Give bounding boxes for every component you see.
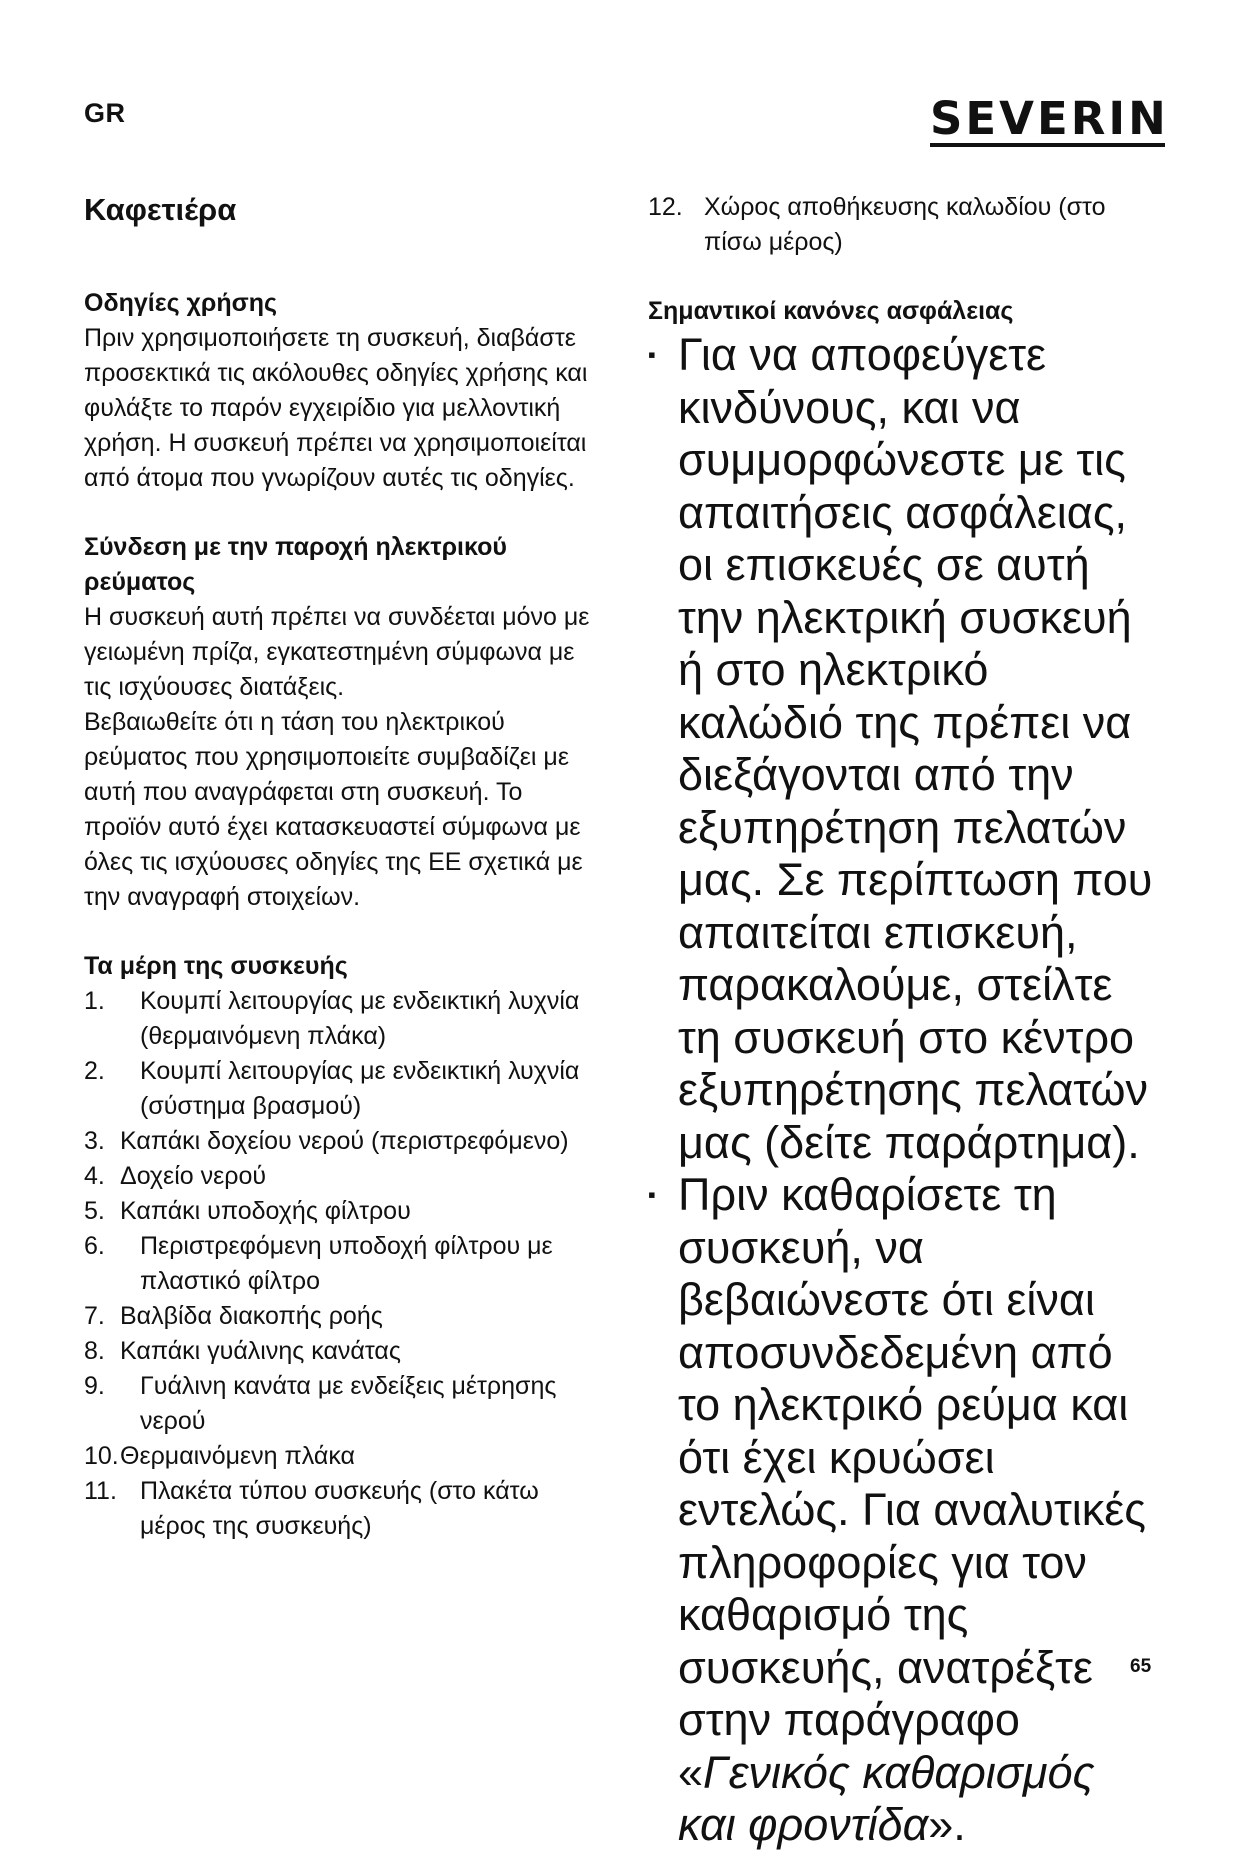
item-text: Βαλβίδα διακοπής ροής (120, 1302, 383, 1330)
item-text: Δοχείο νερού (120, 1162, 267, 1190)
item-text: Γυάλινη κανάτα με ενδείξεις μέτρησης νερού (140, 1372, 557, 1435)
parts-heading: Τα μέρη της συσκευής (84, 952, 348, 980)
list-item (84, 1159, 604, 1194)
item-text: Καπάκι υποδοχής φίλτρου (120, 1197, 411, 1225)
power-text-1: Η συσκευή αυτή πρέπει να συνδέεται μόνο με γειωμένη πρίζα, εγκατεστημένη σύμφωνα με τις ισχύουσες διατάξεις. (84, 603, 590, 701)
item-number: 9. (84, 1372, 105, 1400)
severin-logo: SEVERIN (930, 92, 1169, 145)
power-text-2: Βεβαιωθείτε ότι η τάση του ηλεκτρικού ρεύματος που χρησιμοποιείτε συμβαδίζει με αυτή που αναγράφεται στη συσκευή. Το προϊόν αυτό έχει κατασκευαστεί σύμφωνα με όλες τις ισχύουσες οδηγίες της ΕΕ σχετικά με την αναγραφή στοιχείων. (84, 708, 583, 911)
parts-list (84, 984, 604, 1544)
list-item (648, 190, 1163, 260)
list-item (84, 1229, 604, 1299)
item-number: 6. (84, 1232, 105, 1260)
safety-heading: Σημαντικοί κανόνες ασφάλειας (648, 297, 1014, 325)
list-item (84, 1439, 604, 1474)
safety-bullet-text: Για να αποφεύγετε κινδύνους, και να συμμορφώνεστε με τις απαιτήσεις ασφάλειας, οι επισκευές σε αυτή την ηλεκτρική συσκευή ή στο ηλεκτρικό καλώδιό της πρέπει να διεξάγονται από την εξυπηρέτηση πελατών μας. Σε περίπτωση που απαιτείται επισκευή, παρακαλούμε, στείλτε τη συσκευή στο κέντρο εξυπηρέτησης πελατών μας (δείτε παράρτημα). (678, 329, 1153, 1168)
right-column (648, 190, 1163, 1852)
page-title: Καφετιέρα (84, 192, 237, 227)
item-number: 11. (84, 1477, 117, 1505)
bullet-icon: ▪ (648, 342, 656, 367)
item-number: 2. (84, 1057, 105, 1085)
list-item (84, 1054, 604, 1124)
item-number: 3. (84, 1127, 105, 1155)
usage-heading: Οδηγίες χρήσης (84, 289, 278, 317)
list-item (84, 1124, 604, 1159)
item-number: 10. (84, 1442, 119, 1470)
safety-bullet-text-end: ». (928, 1799, 966, 1850)
list-item (84, 1369, 604, 1439)
parts-list-continued (648, 190, 1163, 260)
item-number: 7. (84, 1302, 105, 1330)
page-number: 65 (1130, 1656, 1152, 1677)
item-text: Κουμπί λειτουργίας με ενδεικτική λυχνία (θερμαινόμενη πλάκα) (140, 987, 580, 1050)
item-text: Περιστρεφόμενη υποδοχή φίλτρου με πλαστικό φίλτρο (140, 1232, 553, 1295)
language-code: GR (84, 98, 126, 128)
list-item (84, 1334, 604, 1369)
bullet-icon: ▪ (648, 1182, 656, 1207)
list-item (84, 984, 604, 1054)
item-text: Κουμπί λειτουργίας με ενδεικτική λυχνία (σύστημα βρασμού) (140, 1057, 580, 1120)
left-column (84, 190, 604, 1544)
item-number: 8. (84, 1337, 105, 1365)
power-heading: Σύνδεση με την παροχή ηλεκτρικού ρεύματος (84, 533, 507, 596)
list-item (84, 1299, 604, 1334)
item-text: Θερμαινόμενη πλάκα (120, 1442, 355, 1470)
cleaning-section-reference: Γενικός καθαρισμός και φροντίδα (678, 1746, 1095, 1850)
safety-bullet-repairs (648, 329, 1163, 1169)
item-text: Καπάκι δοχείου νερού (περιστρεφόμενο) (120, 1127, 569, 1155)
item-number: 5. (84, 1197, 105, 1225)
safety-bullet-text: Πριν καθαρίσετε τη συσκευή, να βεβαιώνεστε ότι είναι αποσυνδεδεμένη από το ηλεκτρικό ρεύμα και ότι έχει κρυώσει εντελώς. Για αναλυτικές πληροφορίες για τον καθαρισμό της συσκευής, ανατρέξτε στην παράγραφο « (678, 1169, 1146, 1798)
item-text: Καπάκι γυάλινης κανάτας (120, 1337, 401, 1365)
safety-bullet-cleaning (648, 1169, 1163, 1852)
item-text: Πλακέτα τύπου συσκευής (στο κάτω μέρος της συσκευής) (140, 1477, 539, 1540)
item-number: 1. (84, 987, 105, 1015)
list-item (84, 1194, 604, 1229)
usage-text: Πριν χρησιμοποιήσετε τη συσκευή, διαβάστε προσεκτικά τις ακόλουθες οδηγίες χρήσης και φυλάξτε το παρόν εγχειρίδιο για μελλοντική χρήση. Η συσκευή πρέπει να χρησιμοποιείται από άτομα που γνωρίζουν αυτές τις οδηγίες. (84, 324, 588, 492)
item-number: 12. (648, 193, 683, 221)
list-item (84, 1474, 604, 1544)
item-number: 4. (84, 1162, 105, 1190)
item-text: Χώρος αποθήκευσης καλωδίου (στο πίσω μέρος) (704, 193, 1106, 256)
